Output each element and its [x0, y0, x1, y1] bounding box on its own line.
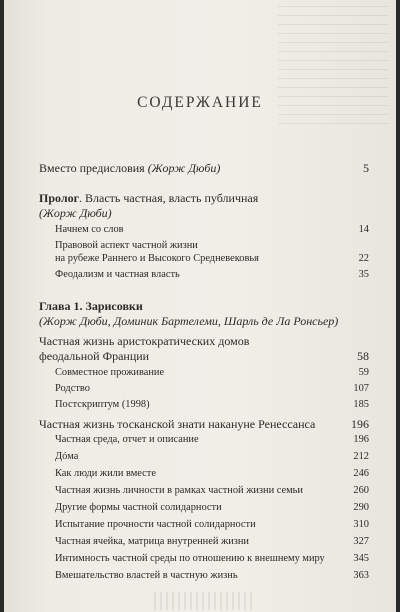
toc-entry-text: феодальной Франции	[39, 349, 150, 363]
toc-entry-text: на рубеже Раннего и Высокого Средневековья	[55, 253, 259, 264]
toc-chapter-authors	[39, 314, 369, 329]
toc-entry-bold-label: Пролог	[39, 191, 80, 205]
show-through-page-number	[154, 592, 254, 610]
toc-entry-prologue	[39, 191, 369, 206]
toc-subentry	[39, 502, 369, 514]
toc-entry-text: Родство	[55, 383, 90, 394]
toc-entry-page: 196	[351, 417, 369, 431]
toc-subentry	[39, 253, 369, 265]
page-title: СОДЕРЖАНИЕ	[137, 94, 263, 111]
toc-entry-page: 35	[358, 269, 369, 280]
toc-entry-text: Постскриптум (1998)	[55, 399, 150, 410]
toc-section	[39, 417, 369, 432]
toc-entry-page: 5	[363, 161, 369, 175]
toc-entry-text: Частная жизнь личности в рамках частной жизни семьи	[55, 485, 303, 496]
toc-entry-text: Интимность частной среды по отношению к внешнему миру	[55, 553, 325, 564]
toc-subentry	[39, 367, 369, 379]
toc-entry-page: 363	[353, 570, 369, 581]
toc-entry-prologue-author	[39, 206, 369, 221]
toc-chapter-heading	[39, 299, 369, 314]
toc-entry-text: Частная жизнь тосканской знати накануне Ренессанса	[39, 417, 316, 431]
toc-subentry	[39, 240, 369, 252]
toc-entry-page: 59	[358, 367, 369, 378]
toc-entry-page: 327	[353, 536, 369, 547]
toc-entry-page: 185	[353, 399, 369, 410]
toc-entry-page: 22	[358, 253, 369, 264]
toc-entry-text: Феодализм и частная власть	[55, 269, 180, 280]
toc-entry-text: Вместо предисловия	[39, 161, 145, 175]
toc-subentry	[39, 485, 369, 497]
toc-subentry	[39, 519, 369, 531]
toc-entry-page: 260	[353, 485, 369, 496]
book-page	[4, 0, 396, 612]
toc-entry-text: Вмешательство властей в частную жизнь	[55, 570, 238, 581]
toc-subentry	[39, 451, 369, 463]
toc-entry-page: 246	[353, 468, 369, 479]
toc-subentry	[39, 570, 369, 582]
toc-entry-text: Частная среда, отчет и описание	[55, 434, 199, 445]
toc-entry-page: 58	[357, 349, 369, 363]
toc-entry-author: (Жорж Дюби)	[39, 206, 112, 220]
toc-entry-text: Начнем со слов	[55, 224, 124, 235]
toc-subentry	[39, 224, 369, 236]
toc-entry-text: Правовой аспект частной жизни	[55, 240, 198, 251]
toc-section	[39, 349, 369, 364]
toc-entry-text: Частная жизнь аристократических домов	[39, 334, 250, 348]
toc-subentry	[39, 383, 369, 395]
toc-entry-page: 290	[353, 502, 369, 513]
toc-entry-text: Испытание прочности частной солидарности	[55, 519, 256, 530]
toc-entry-page: 14	[358, 224, 369, 235]
toc-subentry	[39, 269, 369, 281]
toc-chapter-title: Глава 1. Зарисовки	[39, 299, 143, 313]
toc-subentry	[39, 434, 369, 446]
toc-entry-page: 196	[353, 434, 369, 445]
toc-entry-page: 345	[353, 553, 369, 564]
toc-entry-page: 212	[353, 451, 369, 462]
toc-subentry	[39, 468, 369, 480]
toc-entry-page: 107	[353, 383, 369, 394]
toc-entry-author: (Жорж Дюби)	[147, 161, 221, 175]
toc-entry-text: Как люди жили вместе	[55, 468, 156, 479]
toc-entry-text: Совместное проживание	[55, 367, 165, 378]
toc-entry-page: 310	[353, 519, 369, 530]
toc-subentry	[39, 399, 369, 411]
toc-entry-preface	[39, 161, 369, 176]
toc-subentry	[39, 536, 369, 548]
toc-section	[39, 334, 369, 349]
toc-entry-text: . Власть частная, власть публичная	[79, 191, 259, 205]
toc-entry-text: Частная ячейка, матрица внутренней жизни	[55, 536, 249, 547]
toc-subentry	[39, 553, 369, 565]
toc-entry-text: Другие формы частной солидарности	[55, 502, 222, 513]
toc-entry-text: Дóма	[55, 451, 79, 462]
toc-entry-author: (Жорж Дюби, Доминик Бартелеми, Шарль де Ла Ронсьер)	[39, 314, 339, 328]
